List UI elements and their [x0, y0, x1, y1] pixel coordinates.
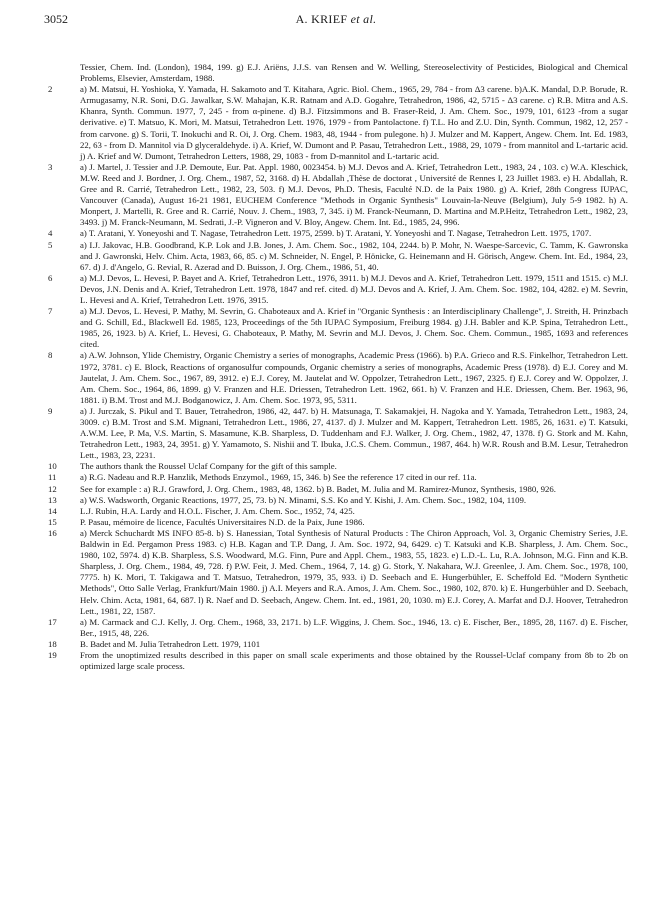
reference-text: a) A.W. Johnson, Ylide Chemistry, Organic Chemistry a series of monographs, Academic Press (1966). b) P.A. Grieco and R.S. Finkelhor, Tetrahedron Lett. 1972, 3781. c) E. Block, Reactions of organosulfur compounds, Organic chemistry a series of monographs, Academic Press (1978). d) E.J. Corey and M. Jautelat, J. Am. Chem. Soc., 1967, 89, 3912. e) E.J. Corey, M. Jautelat and W. Oppolzer, Tetrahedron Lett., 1967, 2325. f) E.J. Corey and W. Oppolzer, J. Am. Chem. Soc., 1964, 86, 1899. g) V. Franzen and H.E. Driessen, Tetrahedron Lett. 1962, 661. h) V. Franzen and H.E. Driessen, Chem. Ber. 1963, 96, 1881. i) B.M. Trost and M.J. Bodganowicz, J. Am. Chem. Soc. 1973, 95, 5311. [80, 350, 628, 405]
reference-item [48, 228, 628, 239]
reference-text: a) T. Aratani, Y. Yoneyoshi and T. Nagase, Tetrahedron Lett. 1975, 2599. b) T. Aratani, Y. Yoneyoshi and T. Nagase, Tetrahedron Lett. 1975, 1707. [80, 228, 592, 239]
reference-number: 4 [48, 228, 53, 239]
reference-number: 14 [48, 505, 57, 516]
reference-text: a) Merck Schuchardt MS INFO 85-8. b) S. Hanessian, Total Synthesis of Natural Products : The Chiron Approach, Vol. 3, Organic Chemistry Series, J.E. Baldwin in Ed. Pergamon Press 1983. c) H.B. Kagan and T.P. Dang, J. Am. Soc. 1972, 94, 6429. c) T. Katsuki and K.B. Sharpless, J. Am. Chem. Soc., 1980, 102, 5974. d) K.B. Sharpless, S.S. Woodward, M.G. Finn, Pure and Appl. Chem., 1983, 55, 1823. e) L.D.-L. Lu, R.A. Johnson, M.G. Finn and K.B. Sharpless, J. Org. Chem., 1984, 49, 728. f) P.W. Feit, J. Med. Chem., 1964, 7, 14. g) G. Stork, Y. Nakahara, W.J. Greenlee, J. Am. Chem. Soc., 1978, 100, 7775. h) K. Mori, T. Takigawa and T. Matsuo, Tetrahedron, 1979, 35, 933. i) D. Seebach and E. Hungerbühler, E. Scheffold Ed. "Modern Synthetic Methods", Otto Salle Verlag, Frankfurt/Main 1980. j) A.I. Meyers and R.A. Amos, J. Am. Chem. Soc., 1980, 102, 870. k) E. Hungerbühler and D. Seebach, Helv. Chim. Acta, 1981, 64, 687. l) R. Naef and D. Seebach, Angew. Chem. Int. ed., 1981, 20, 1030. m) E.J. Corey, A. Marfat and D.J. Hoover, Tetrahedron Lett., 1981, 22, 1587. [80, 527, 628, 616]
running-head-author: A. KRIEF [295, 12, 348, 26]
reference-item [48, 517, 628, 528]
reference-text: See for example : a) R.J. Grawford, J. Org. Chem., 1983, 48, 1362. b) B. Badet, M. Julia and M. Ramirez-Munoz, Synthesis, 1980, 926. [80, 483, 556, 494]
reference-text: a) J. Martel, J. Tessier and J.P. Demoute, Eur. Pat. Appl. 1980, 0023454. b) M.J. Devos and A. Krief, Tetrahedron Lett., 1983, 24 , 103. c) W.A. Kleschick, M.W. Reed and J. Bordner, J. Org. Chem., 1987, 52, 3168. d) H. Abdallah ,Thèse de doctorat , Université de Rennes I, 23 Juillet 1983. e) H. Abdallah, R. Gree and R. Carrié, Tetrahedron Lett., 1982, 23, 503. f) M.J. Devos, Ph.D. Thesis, Faculté N.D. de la Paix 1980. g) A. Krief, 28th Congress IUPAC, Vancouver (Canada), August 16-21 1981, EUCHEM Conference "Methods in Organic Synthesis" Louvain-la-Neuve (Belgium), July 5-9 1982. h) A. Monpert, J. Martelli, R. Gree and R. Carrié, Nouv. J. Chem., 1983, 7, 345. i) M. Franck-Neumann, D. Martina and M.P.Heitz, Tetrahedron Lett., 1982, 23, 3493. j) M. Franck-Neumann, M. Sedrati, J.-P. Vigneron and V. Bloy, Angew. Chem. Int. Ed., 1985, 24, 996. [80, 161, 628, 228]
reference-text: B. Badet and M. Julia Tetrahedron Lett. 1979, 1101 [80, 638, 261, 649]
reference-number: 12 [48, 483, 57, 494]
reference-item [48, 273, 628, 306]
reference-item [48, 617, 628, 639]
reference-text: a) J. Jurczak, S. Pikul and T. Bauer, Tetrahedron, 1986, 42, 447. b) H. Matsunaga, T. Sakamakjei, H. Nagoka and Y. Yamada, Tetrahedron Lett., 1983, 24, 3009. c) B.M. Trost and S.M. Mignani, Tetrahedron Lett., 1986, 27, 4137. d) J. Mulzer and M. Kappert, Tetrahedron Lett. 1985, 26, 1631. e) T. Katsuki, A.W.M. Lee, P. Ma, V.S. Martin, S. Masamune, K.B. Sharpless, D. Tuddenham and F.J. Walker, J. Org. Chem., 1982, 47, 1378. f) G. Stork and M. Kahn, Tetrahedron Lett., 1983, 24, 3951. g) Y. Yamamoto, S. Nishii and T. Ibuka, J.C.S. Chem. Commun., 1987, 464. h) W.R. Roush and B.M. Lesur, Tetrahedron Lett., 1983, 23, 2231. [80, 405, 628, 461]
reference-item [48, 528, 628, 617]
reference-text: a) M.J. Devos, L. Hevesi, P. Bayet and A. Krief, Tetrahedron Lett., 1976, 3911. b) M.J. Devos and A. Krief, Tetrahedron Lett. 1979, 1511 and 1515. c) M.J. Devos, J.N. Denis and A. Krief, Tetrahedron Lett. 1978, 1847 and ref. cited. d) M.J. Devos and A. Krief, J. Am. Chem. Soc. 1982, 104, 4282. e) M. Sevrin, L. Hevesi and A. Krief, Tetrahedron Lett. 1976, 3915. [80, 272, 628, 305]
reference-number: 9 [48, 405, 53, 416]
reference-item [48, 162, 628, 229]
reference-number: 19 [48, 649, 57, 660]
reference-item [48, 472, 628, 483]
reference-text: a) R.G. Nadeau and R.P. Hanzlik, Methods Enzymol., 1969, 15, 346. b) See the reference 17 cited in our ref. 11a. [80, 472, 477, 483]
reference-number: 2 [48, 84, 53, 95]
reference-text: a) I.J. Jakovac, H.B. Goodbrand, K.P. Lok and J.B. Jones, J. Am. Chem. Soc., 1982, 104, 2244. b) P. Mohr, N. Waespe-Sarcevic, C. Tamm, K. Gawronska and J. Gawronski, Helv. Chim. Acta, 1983, 66, 85. c) M. Schneider, N. Engel, P. Hönicke, G. Heinemann and H. Görisch, Angew. Chem. Int. Ed., 1984, 23, 67. d) J. d'Angelo, G. Revial, R. Azerad and D. Buisson, J. Org. Chem., 1986, 51, 40. [80, 239, 628, 272]
reference-text: L.J. Rubin, H.A. Lardy and H.O.L. Fischer, J. Am. Chem. Soc., 1952, 74, 425. [80, 505, 355, 516]
reference-item [48, 650, 628, 672]
reference-text: a) M. Matsui, H. Yoshioka, Y. Yamada, H. Sakamoto and T. Kitahara, Agric. Biol. Chem., 1965, 29, 784 - from Δ3 carene. b)A.K. Mandal, D.P. Borude, R. Armugasamy, N.R. Soni, D.G. Jawalkar, S.W. Mahajan, K.R. Ratnam and A.D. Gogahre, Tetrahedron, 1986, 42, 5715 - Δ3 carene. c) R.B. Mitra and A.S. Khanra, Synth. Commun. 1977, 7, 245 - from α-pinene. d) B.J. Fitzsimmons and B. Fraser-Reid, J. Am. Chem. Soc., 1979, 101, 6123 -from a sugar derivative. e) T. Matsuo, K. Mori, M. Matsui, Tetrahedron Lett. 1976, 1979 - from Pantolactone. f) T.L. Ho and Z.U. Din, Synth. Commun, 1982, 12, 257 - from carvone. g) S. Torii, T. Inokuchi and R. Oi, J. Org. Chem. 1983, 48, 1944 - from pulegone. h) J. Mulzer and M. Kappert, Angew. Chem. Int. Ed. 1983, 22, 63 - from D. Mannitol via D glyceraldehyde. i) A. Krief, W. Dumont and P. Pasau, Tetrahedron Lett., 1988, 29, 1079 - from mannitol and L-tartaric acid. j) A. Krief and W. Dumont, Tetrahedron Letters, 1988, 29, 1083 - from D-mannitol and L-tartaric acid. [80, 84, 628, 161]
reference-text: The authors thank the Roussel Uclaf Company for the gift of this sample. [80, 461, 337, 472]
reference-number: 18 [48, 638, 57, 649]
reference-item [48, 84, 628, 162]
reference-text: a) M.J. Devos, L. Hevesi, P. Mathy, M. Sevrin, G. Chaboteaux and A. Krief in "Organic Synthesis : an Interdisciplinary Challenge", J. Streith, H. Prinzbach and G. Schill, Ed., Blackwell Ed. 1985, 123, Proceedings of the 5th IUPAC Symposium, Freiburg 1984. g) J.H. Babler and K.P. Spina, Tetrahedron Lett., 1985, 26, 1923. b) A. Krief, L. Hevesi, G. Chaboteaux, P. Mathy, M. Sevrin and M.J. Devos, J. Chem. Soc. Chem. Commun., 1985, 1693 and references cited. [80, 306, 628, 350]
reference-item [48, 306, 628, 350]
running-head-etal: et al. [350, 12, 377, 26]
page-header [44, 12, 628, 32]
reference-number: 6 [48, 272, 53, 283]
running-head [44, 12, 628, 27]
reference-number: 11 [48, 472, 57, 483]
reference-text: a) W.S. Wadsworth, Organic Reactions, 1977, 25, 73. b) N. Minami, S.S. Ko and Y. Kishi, J. Am. Chem. Soc., 1982, 104, 1109. [80, 494, 527, 505]
reference-item [48, 484, 628, 495]
reference-item [48, 506, 628, 517]
reference-text: a) M. Carmack and C.J. Kelly, J. Org. Chem., 1968, 33, 2171. b) L.F. Wiggins, J. Chem. Soc., 1946, 13. c) E. Fischer, Ber., 1895, 28, 1167. d) E. Fischer, Ber., 1915, 48, 226. [80, 616, 628, 638]
reference-number: 7 [48, 306, 53, 317]
page-number: 3052 [44, 12, 68, 26]
reference-number: 10 [48, 461, 57, 472]
reference-item [48, 350, 628, 405]
reference-number: 5 [48, 239, 53, 250]
reference-number: 3 [48, 161, 53, 172]
reference-number: 15 [48, 516, 57, 527]
reference-number: 13 [48, 494, 57, 505]
reference-text: P. Pasau, mémoire de licence, Facultés Universitaires N.D. de la Paix, June 1986. [80, 516, 365, 527]
reference-number: 8 [48, 350, 53, 361]
reference-item [48, 240, 628, 273]
reference-list [48, 62, 628, 672]
reference-item [48, 406, 628, 461]
reference-text: Tessier, Chem. Ind. (London), 1984, 199. g) E.J. Ariëns, J.J.S. van Rensen and W. Welling, Stereoselectivity of Pesticides, Biological and Chemical Problems, Elsevier, Amsterdam, 1988. [80, 62, 628, 84]
reference-item [48, 461, 628, 472]
reference-item [48, 639, 628, 650]
reference-text: From the unoptimized results described in this paper on small scale experiments and those obtained by the Roussel-Uclaf company from 8b to 2b on optimized large scale process. [80, 649, 628, 672]
reference-number: 17 [48, 616, 57, 627]
reference-item [48, 495, 628, 506]
reference-number: 16 [48, 527, 57, 538]
reference-item [48, 62, 628, 84]
